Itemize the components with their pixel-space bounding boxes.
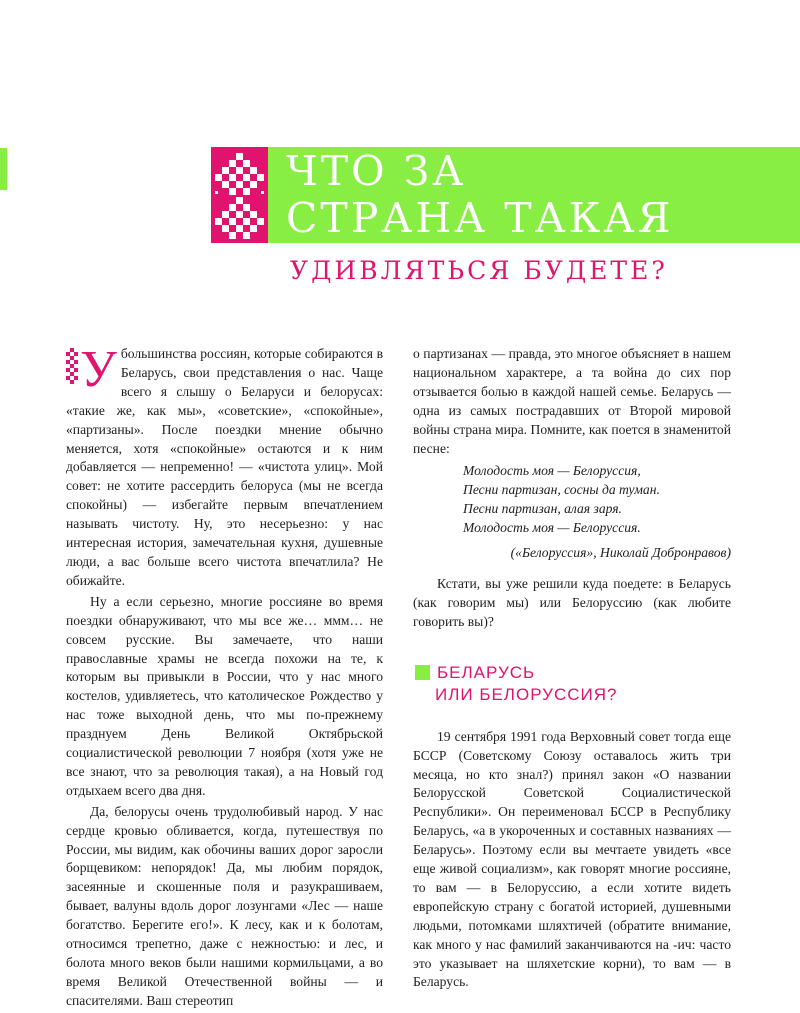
paragraph: Ну а если серьезно, многие россияне во время поездки обнаруживают, что мы все же… ммм… не совсем русские. Вы замечаете, что наши православные храмы не всегда похожи на те, к которым вы привыкли в России, что у нас много костелов, удивляетесь, что католическое Рождество у нас тоже выходной день, что мы по-прежнему празднуем День Великой Октябрьской социалистической революции 7 ноября (хотя уже не все знают, что за революция такая), а на Новый год отдыхаем всего два дня. — [66, 593, 383, 798]
green-square-icon — [415, 665, 430, 680]
section-heading-line-1: БЕЛАРУСЬ — [437, 662, 536, 682]
page-edge-tab — [0, 148, 7, 190]
poem-line: Песни партизан, сосны да туман. — [463, 482, 660, 498]
paragraph: о партизанах — правда, это многое объясняет в нашем национальном характере, а та война до сих пор отзывается болью в каждой нашей семье. Беларусь — одна из самых пострадавших от Второй мировой войны страна мира. Помните, как поется в знаменитой песне: — [413, 346, 731, 456]
right-column — [413, 345, 731, 994]
dropcap-letter: У — [80, 341, 117, 398]
paragraph: Кстати, вы уже решили куда поедете: в Беларусь (как говорим мы) или Белоруссию (как любите говорить вы)? — [413, 575, 731, 629]
paragraph-text: большинства россиян, которые собираются в Беларусь, свои представления о нас. Чаще всего я слышу о Беларуси и белорусах: «такие же, как мы», «советские», «спокойные», «партизаны». После поездки мнение обычно меняется, хотя «спокойные» остаются и к ним добавляется — непременно! — «чистота улиц». Мой совет: не хотите рассердить белоруса (мы не всегда спокойны) — избегайте первым впечатлением называть чистоту. Ну, это несерьезно: у нас интересная история, замечательная кухня, душевные люди, а вас больше всего чистота впечатлила? Не обижайте. — [66, 346, 383, 588]
belarusian-ornament-icon — [211, 147, 268, 243]
section-heading — [413, 662, 731, 706]
chapter-title-line-2: СТРАНА ТАКАЯ — [286, 194, 674, 242]
chapter-subtitle: УДИВЛЯТЬСЯ БУДЕТЕ? — [290, 256, 668, 285]
dropcap-block — [66, 341, 117, 398]
paragraph: 19 сентября 1991 года Верховный совет тогда еще БССР (Советскому Союзу оставалось жить три месяца, но кто знал?) принял закон «О названии Белорусской Советской Социалистической Республики». Он переименовал БССР в Республику Беларусь, «а в укороченных и составных названиях — Беларусь». Поэтому если вы мечтаете увидеть «все еще живой социализм», как говорят многие россияне, то вам — в Белоруссию, а если хотите видеть европейскую страну с богатой историей, душевными людьми, потомками шляхтичей (обратите внимание, как много у нас фамилий заканчиваются на -ич: часто это указывает на шляхетские корни), то вам — в Беларусь. — [413, 728, 731, 990]
chapter-title-line-1: ЧТО ЗА — [286, 147, 467, 195]
paragraph — [66, 341, 383, 591]
poem-line: Песни партизан, алая заря. — [463, 501, 622, 517]
poem-attribution: («Белоруссия», Николай Добронравов) — [510, 545, 731, 561]
small-ornament-icon — [66, 348, 78, 384]
poem-line: Молодость моя — Белоруссия, — [463, 463, 641, 479]
poem-line: Молодость моя — Белоруссия. — [463, 520, 641, 536]
section-heading-line-2: ИЛИ БЕЛОРУССИЯ? — [435, 684, 618, 704]
poem-quote — [463, 462, 731, 538]
title-band — [268, 147, 800, 243]
left-column — [66, 341, 383, 1013]
paragraph: Да, белорусы очень трудолюбивый народ. У нас сердце кровью обливается, когда, путешествуя по России, мы видим, как обочины ваших дорог заросли борщевиком: непорядок! Да, мы любим порядок, засеянные и скошенные поля и разукрашиваем, бывает, валуны вдоль дорог лозунгами «Лес — наше богатство. Берегите его!». К лесу, как и к болотам, относимся трепетно, даже с нежностью: и лес, и болота много веков были нашими кормильцами, а во время Великой Отечественной войны — и спасителями. Ваш стереотип — [66, 803, 383, 1008]
